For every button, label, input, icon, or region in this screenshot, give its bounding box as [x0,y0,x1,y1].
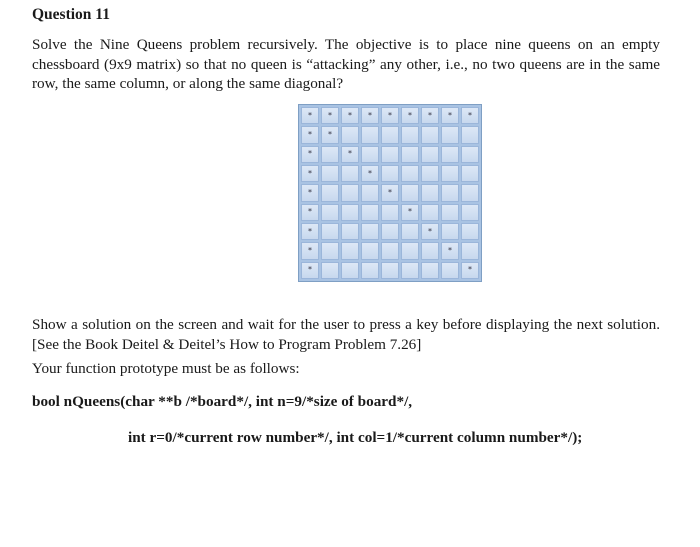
problem-description: Solve the Nine Queens problem recursively. The objective is to place nine queens on an empty chessboard (9x9 matrix) so that no queen is “attacking” any other, i.e., no two queens are in the same row, the same column, or along the same diagonal? [32,36,660,92]
board-cell [401,262,419,279]
prototype-line-1: bool nQueens(char **b /*board*/, int n=9/*size of board*/, [32,393,413,410]
board-cell [441,146,459,163]
board-cell [421,146,439,163]
board-cell-marked: * [301,146,319,163]
board-cell [361,223,379,240]
board-cell [421,126,439,143]
board-cell [321,242,339,259]
board-cell-marked: * [421,107,439,124]
board-cell [381,223,399,240]
board-cell-marked: * [381,184,399,201]
board-cell [341,126,359,143]
board-cell-marked: * [361,165,379,182]
board-cell [461,223,479,240]
board-cell [421,165,439,182]
board-cell [321,184,339,201]
board-cell [441,126,459,143]
board-cell [441,223,459,240]
board-cell [321,223,339,240]
board-cell [401,242,419,259]
board-cell [441,262,459,279]
board-cell [321,146,339,163]
board-cell [421,204,439,221]
prototype-intro: Your function prototype must be as follows: [32,360,300,377]
board-cell [361,262,379,279]
board-cell-marked: * [301,107,319,124]
board-cell-marked: * [301,165,319,182]
board-cell [401,146,419,163]
board-cell [461,242,479,259]
board-cell-marked: * [421,223,439,240]
board-cell [421,184,439,201]
board-cell [381,165,399,182]
board-cell [341,242,359,259]
board-cell [381,262,399,279]
board-cell-marked: * [461,107,479,124]
board-cell-marked: * [321,107,339,124]
board-cell [361,204,379,221]
board-cell [341,223,359,240]
board-cell [321,165,339,182]
board-cell [441,204,459,221]
board-cell [321,262,339,279]
board-cell [461,126,479,143]
board-cell [381,126,399,143]
question-heading: Question 11 [32,6,110,23]
board-cell [341,165,359,182]
board-cell [381,146,399,163]
board-cell-marked: * [341,107,359,124]
board-cell [401,184,419,201]
board-cell [461,204,479,221]
board-cell [401,165,419,182]
board-cell [381,242,399,259]
board-cell [361,126,379,143]
board-cell [441,184,459,201]
board-cell-marked: * [401,204,419,221]
board-cell-marked: * [441,107,459,124]
prototype-line-2: int r=0/*current row number*/, int col=1/*current column number*/); [128,429,583,446]
board-cell [321,204,339,221]
board-cell-marked: * [381,107,399,124]
board-cell-marked: * [441,242,459,259]
board-cell-marked: * [461,262,479,279]
board-cell [421,242,439,259]
board-cell [461,146,479,163]
instructions-paragraph: Show a solution on the screen and wait for the user to press a key before displaying the next solution. [See the Book Deitel & Deitel’s How to Program Problem 7.26] [32,316,660,353]
board-cell-marked: * [341,146,359,163]
board-cell [401,126,419,143]
board-cell-marked: * [301,126,319,143]
board-cell-marked: * [301,204,319,221]
board-cell-marked: * [301,223,319,240]
board-cell [441,165,459,182]
board-cell [341,204,359,221]
board-cell [341,184,359,201]
board-cell-marked: * [401,107,419,124]
chessboard-figure [298,104,482,282]
board-cell [361,184,379,201]
board-cell [341,262,359,279]
board-cell-marked: * [361,107,379,124]
board-cell [421,262,439,279]
board-cell-marked: * [321,126,339,143]
board-cell [381,204,399,221]
board-cell-marked: * [301,242,319,259]
board-cell [461,165,479,182]
board-cell-marked: * [301,184,319,201]
board-cell [461,184,479,201]
board-cell [361,146,379,163]
board-cell [401,223,419,240]
board-cell [361,242,379,259]
board-cell-marked: * [301,262,319,279]
